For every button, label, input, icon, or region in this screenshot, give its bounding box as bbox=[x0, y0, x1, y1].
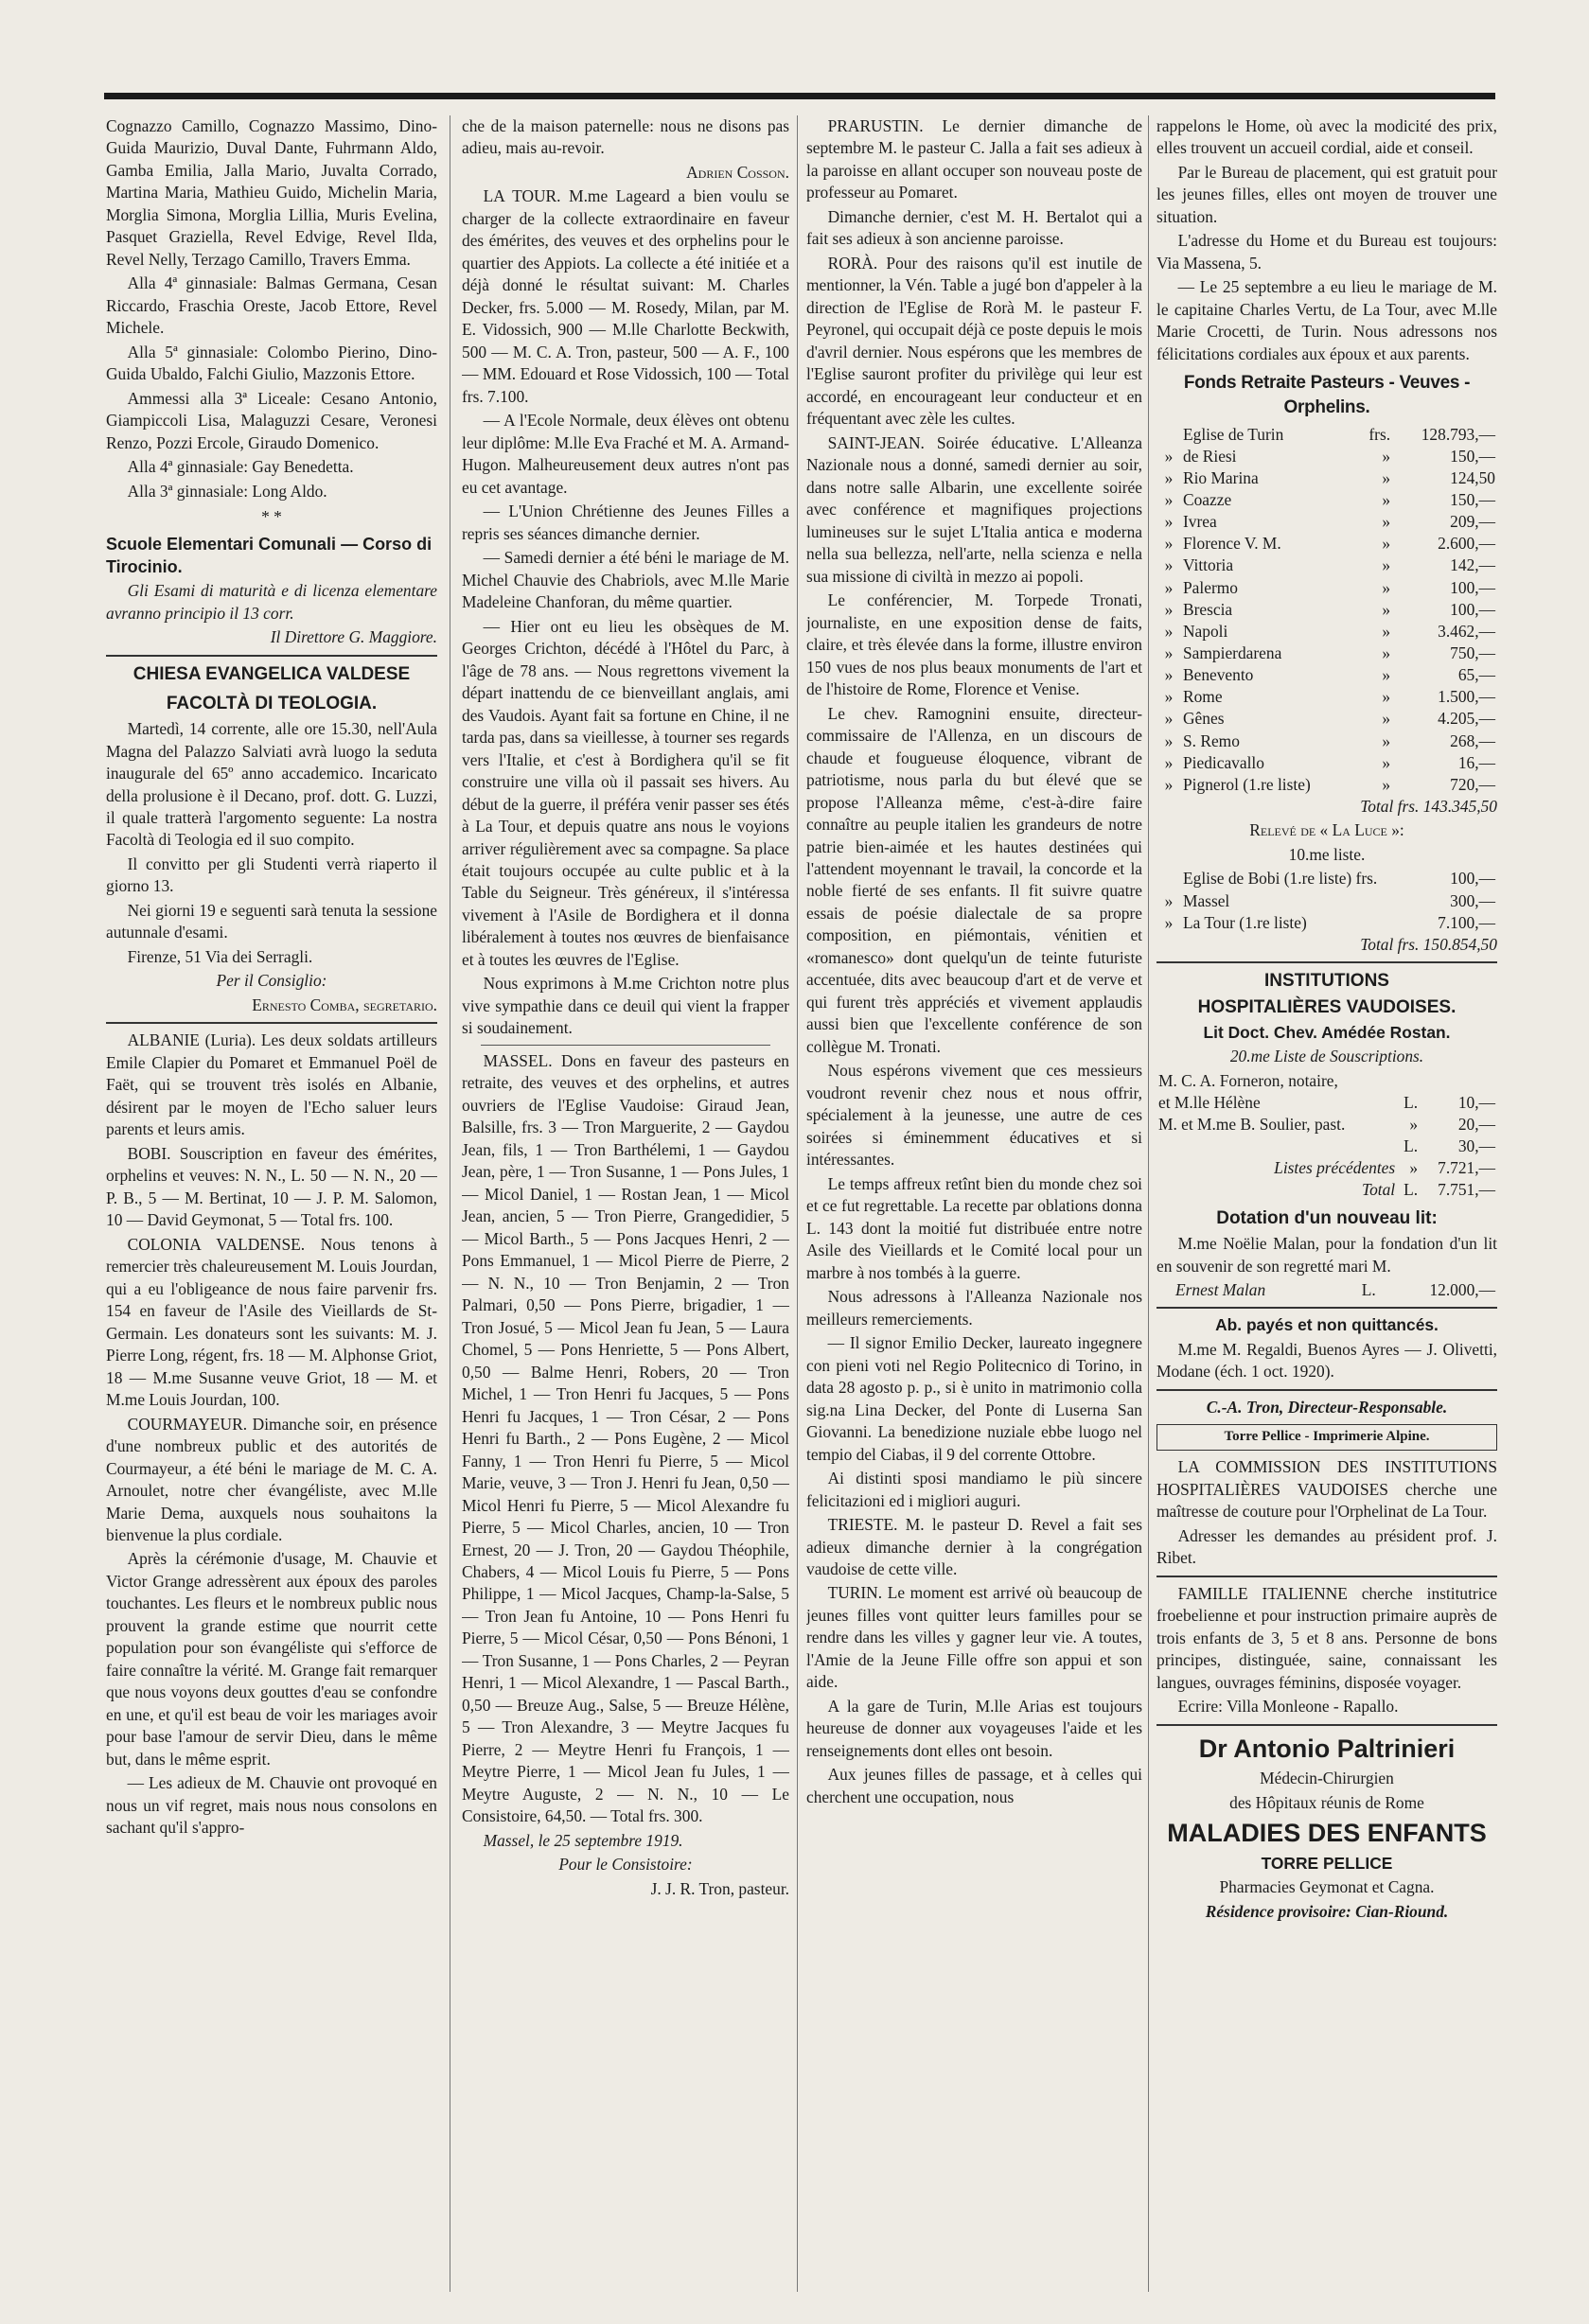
fonds-total: Total frs. 143.345,50 bbox=[1360, 797, 1497, 816]
table-row bbox=[1156, 1157, 1497, 1179]
church-name: Pignerol (1.re liste) bbox=[1183, 774, 1311, 794]
amount: 10,— bbox=[1457, 1092, 1495, 1112]
ditto-mark: » bbox=[1164, 467, 1174, 487]
mariage-paragraph: — Samedi dernier a été béni le mariage de M. Michel Chauvie des Chabriols, avec M.lle Marie Madeleine Chanforan, du même quartier. bbox=[462, 548, 789, 612]
divider bbox=[106, 655, 437, 657]
donor-name: Total bbox=[1362, 1180, 1396, 1200]
table-row bbox=[1156, 912, 1497, 934]
divider bbox=[1156, 1307, 1497, 1309]
currency-unit: L. bbox=[1404, 1092, 1419, 1112]
church-name: Coazze bbox=[1183, 490, 1232, 510]
student-list: Alla 5ª ginnasiale: Colombo Pierino, Dino-Guida Ubaldo, Falchi Giulio, Mazzonis Ettore. bbox=[106, 342, 437, 384]
table-row bbox=[1156, 1279, 1497, 1301]
scuole-text: Gli Esami di maturità e di licenza elementare avranno principio il 13 corr. bbox=[106, 581, 437, 623]
table-row bbox=[1156, 731, 1497, 752]
donor-name: M. C. A. Forneron, notaire, bbox=[1158, 1070, 1338, 1090]
table-row bbox=[1156, 599, 1497, 621]
table-row bbox=[1156, 1179, 1497, 1201]
albanie-paragraph: ALBANIE (Luria). Les deux soldats artilleurs Emile Clapier du Pomaret et Emmanuel Poël de Faët, qui se trouvent très isolés en Albanie, désirent par le moyen de l'Echo saluer leurs parents et leurs amis. bbox=[106, 1030, 437, 1139]
currency-unit: » bbox=[1382, 621, 1391, 641]
table-row bbox=[1156, 533, 1497, 555]
amount: 3.462,— bbox=[1438, 621, 1495, 641]
massel-paragraph: MASSEL. Dons en faveur des pasteurs en retraite, des veuves et des orphelins, et autres ouvriers de l'Eglise Vaudoise: Giraud Jean, Balsille, frs. 3 — Tron Marguerite, 2 — Gaydou Jean, fils, 1 — Tron Barthélemi, 1 — Gaydou Jean, père, 1 — Tron Susanne, 1 — Pons Jules, 1 — Micol Daniel, 1 — Rostan Jean, 1 — Micol Jean, ancien, 5 — Tron Pierre, Grangedidier, 5 — Micol Barth., 5 — Pons Jacques Henri, 2 — Pons Emmanuel, 1 — Micol Pierre de Pierre, 2 — N. N., 10 — Tron Benjamin, 2 — Tron Palmari, 0,50 — Pons Pierre, brigadier, 1 — Tron Josué, 5 — Micol Jean fu Jean, 5 — Laura Chomel, 5 — Pons Henriette, 5 — Pons Albert, 0,50 — Balme Henri, Robers, 20 — Tron Michel, 1 — Tron Henri fu Jacques, 5 — Pons Henri fu Jacques, 1 — Tron César, 2 — Pons Henri fu Barth., 2 — Pons Eugène, 2 — Micol Fanny, 1 — Tron Henri fu Pierre, 5 — Micol Marie, veuve, 3 — Tron J. Henri fu Jean, 0,50 — Micol Henri fu Pierre, 5 — Micol Alexandre fu Pierre, 5 — Micol Charles, ancien, 10 — Tron Ernest, 20 — J. Tron, 20 — Gaydou Théophile, Chabers, 4 — Micol Louis fu Pierre, 5 — Pons Philippe, 1 — Micol Jacques, Champ-la-Salse, 5 — Tron Jean fu Antoine, 10 — Pons Henri fu Pierre, 5 — Micol César, 0,50 — Pons Bénoni, 1 — Tron Susanne, 1 — Pons Charles, 2 — Peyran Henri, 1 — Micol Alexandre, 1 — Pascal Barth., 0,50 — Breuze Aug., Salse, 5 — Breuze Hélène, 5 — Tron Alexandre, 3 — Meytre Jacques fu Pierre, 2 — Meytre Henri fu François, 1 — Meytre Pierre, 1 — Micol Jean fu Jules, 1 — Meytre Auguste, 2 — N. N., 10 — Le Consistoire, 64,50. — Total frs. 300. bbox=[462, 1050, 789, 1826]
amount: 300,— bbox=[1450, 890, 1495, 910]
dotation-table bbox=[1156, 1279, 1497, 1301]
chiesa-paragraph: Il convitto per gli Studenti verrà riaperto il giorno 13. bbox=[106, 854, 437, 896]
home-paragraph: Par le Bureau de placement, qui est gratuit pour les jeunes filles, elles ont moyen de trouver une situation. bbox=[1156, 162, 1497, 226]
stjean-paragraph: Le conférencier, M. Torpede Tronati, journaliste, en une exposition dense de faits, claire, et très élevée dans la forme, illustre environ 150 vues de nos plus beaux monuments de l'art et de l'histoire de Rome, Florence et Venise. bbox=[806, 590, 1142, 699]
column-2 bbox=[462, 115, 789, 2301]
amount bbox=[1420, 1070, 1497, 1092]
church-name: Rome bbox=[1183, 687, 1223, 707]
amount: 1.500,— bbox=[1438, 687, 1495, 707]
institutions-heading: HOSPITALIÈRES VAUDOISES. bbox=[1197, 997, 1457, 1017]
divider bbox=[1156, 1576, 1497, 1577]
church-name: Brescia bbox=[1183, 599, 1233, 619]
amount: 16,— bbox=[1457, 752, 1495, 772]
table-row bbox=[1156, 664, 1497, 686]
commission-ad: Adresser les demandes au président prof. J. Ribet. bbox=[1156, 1525, 1497, 1568]
currency-unit: L. bbox=[1404, 1180, 1419, 1200]
church-name: Eglise de Turin bbox=[1183, 424, 1284, 444]
facolta-heading: FACOLTÀ DI TEOLOGIA. bbox=[166, 694, 378, 714]
amount: 209,— bbox=[1450, 512, 1495, 532]
dotation-name: Ernest Malan bbox=[1175, 1280, 1266, 1300]
amount: 7.751,— bbox=[1438, 1180, 1495, 1200]
institutions-list-title: 20.me Liste de Souscriptions. bbox=[1229, 1047, 1424, 1066]
home-paragraph: L'adresse du Home et du Bureau est toujours: Via Massena, 5. bbox=[1156, 231, 1497, 273]
ditto-mark: » bbox=[1164, 890, 1174, 910]
ditto-mark: » bbox=[1164, 912, 1174, 932]
currency-unit: » bbox=[1409, 1158, 1419, 1178]
table-row bbox=[1156, 467, 1497, 489]
turin-paragraph: A la gare de Turin, M.lle Arias est toujours heureuse de donner aux voyageuses l'aide et les renseignements dont elles ont besoin. bbox=[806, 1696, 1142, 1760]
church-name: S. Remo bbox=[1183, 731, 1240, 750]
ditto-mark: » bbox=[1164, 709, 1174, 729]
famille-ad: Ecrire: Villa Monleone - Rapallo. bbox=[1177, 1697, 1399, 1717]
chiesa-signature: Ernesto Comba, segretario. bbox=[252, 995, 437, 1014]
decker-paragraph: Ai distinti sposi mandiamo le più sincere felicitazioni ed i migliori auguri. bbox=[806, 1469, 1142, 1510]
amount: 7.721,— bbox=[1438, 1158, 1495, 1178]
column-separator bbox=[1148, 115, 1149, 2292]
prarustin-paragraph: PRARUSTIN. Le dernier dimanche de septembre M. le pasteur C. Jalla a fait ses adieux à la paroisse en allant occuper son nouveau poste de professeur au Pomaret. bbox=[806, 116, 1142, 202]
doctor-specialty: MALADIES DES ENFANTS bbox=[1167, 1819, 1487, 1848]
institutions-subheading: Lit Doct. Chev. Amédée Rostan. bbox=[1203, 1022, 1451, 1042]
institutions-heading: INSTITUTIONS bbox=[1264, 971, 1389, 992]
releve-heading: Relevé de « La Luce »: bbox=[1249, 820, 1404, 840]
amount: 30,— bbox=[1457, 1136, 1495, 1156]
doctor-residence: Résidence provisoire: Cian-Riound. bbox=[1205, 1901, 1449, 1921]
ditto-mark: » bbox=[1164, 446, 1174, 466]
famille-ad: FAMILLE ITALIENNE cherche institutrice froebelienne et pour instruction primaire auprès de trois enfants de 3, 5 et 8 ans. Personne de bons principes, distinguée, saine, connaissant les langues, ouvrages féminins, disposée voyager. bbox=[1156, 1583, 1497, 1692]
dotation-amount: 12.000,— bbox=[1429, 1280, 1495, 1300]
table-row bbox=[1156, 446, 1497, 467]
top-rule bbox=[104, 93, 1495, 99]
doctor-hospital: des Hôpitaux réunis de Rome bbox=[1229, 1792, 1424, 1812]
church-name: Rio Marina bbox=[1183, 467, 1259, 487]
amount: 100,— bbox=[1450, 869, 1495, 889]
scuole-heading: Scuole Elementari Comunali — Corso di Tirocinio. bbox=[106, 534, 433, 577]
student-list: Alla 3ª ginnasiale: Long Aldo. bbox=[127, 481, 327, 501]
cosson-signature: Adrien Cosson. bbox=[686, 162, 789, 182]
ab-text: M.me M. Regaldi, Buenos Ayres — J. Olivetti, Modane (éch. 1 oct. 1920). bbox=[1156, 1339, 1497, 1382]
divider bbox=[1156, 1724, 1497, 1726]
doctor-place: TORRE PELLICE bbox=[1261, 1853, 1393, 1873]
dotation-unit: L. bbox=[1361, 1280, 1376, 1300]
ditto-mark bbox=[1156, 868, 1181, 889]
amount: 268,— bbox=[1450, 731, 1495, 750]
director-line: C.-A. Tron, Directeur-Responsable. bbox=[1206, 1397, 1448, 1417]
ditto-mark: » bbox=[1164, 665, 1174, 685]
ecole-paragraph: — A l'Ecole Normale, deux élèves ont obtenu leur diplôme: M.lle Eva Fraché et M. A. Armand-Hugon. Malheureusement deux autres n'ont pas eu cet avantage. bbox=[462, 411, 789, 497]
table-row bbox=[1156, 686, 1497, 708]
amount: 150,— bbox=[1450, 490, 1495, 510]
currency-unit: » bbox=[1382, 534, 1391, 554]
dotation-text: M.me Noëlie Malan, pour la fondation d'un lit en souvenir de son regretté mari M. bbox=[1156, 1234, 1497, 1276]
section-stars: * * bbox=[261, 507, 282, 527]
table-row bbox=[1156, 708, 1497, 730]
bobi-paragraph: BOBI. Souscription en faveur des émérites, orphelins et veuves: N. N., L. 50 — N. N., 20 — P. B., 5 — M. Bertinat, 10 — J. P. M. Salomon, 10 — David Geymonat, 5 — Total frs. 100. bbox=[106, 1143, 437, 1230]
column-3 bbox=[806, 115, 1142, 2301]
crichton-paragraph: Nous exprimons à M.me Crichton notre plus vive sympathie dans ce deuil qui vient la frapper si soudainement. bbox=[462, 974, 789, 1038]
trieste-paragraph: TRIESTE. M. le pasteur D. Revel a fait ses adieux dimanche dernier à la congrégation vaudoise de cette ville. bbox=[806, 1515, 1142, 1578]
church-name: Vittoria bbox=[1183, 555, 1234, 575]
church-name: Ivrea bbox=[1183, 512, 1217, 532]
amount: 720,— bbox=[1450, 774, 1495, 794]
amount: 128.793,— bbox=[1421, 424, 1495, 444]
church-name: Palermo bbox=[1183, 577, 1238, 597]
church-name: Eglise de Bobi (1.re liste) frs. bbox=[1183, 869, 1378, 889]
massel-per: Pour le Consistoire: bbox=[558, 1855, 693, 1875]
table-row bbox=[1156, 1114, 1497, 1136]
stjean-paragraph: Nous adressons à l'Alleanza Nazionale nos meilleurs remerciements. bbox=[806, 1287, 1142, 1329]
ditto-mark: » bbox=[1164, 534, 1174, 554]
amount: 7.100,— bbox=[1438, 912, 1495, 932]
scuole-signature: Il Direttore G. Maggiore. bbox=[270, 627, 437, 647]
table-row bbox=[1156, 577, 1497, 599]
table-row bbox=[1156, 868, 1497, 889]
ditto-mark: » bbox=[1164, 752, 1174, 772]
ditto-mark: » bbox=[1164, 490, 1174, 510]
currency-unit: » bbox=[1382, 577, 1391, 597]
courmayeur-paragraph: COURMAYEUR. Dimanche soir, en présence d'une nombreux public et des autorités de Courmayeur, a été béni le mariage de M. C. A. Arnoulet, notre cher évangéliste, avec M.lle Marie Dema, auxquels nous souhaitons la bienvenue la plus cordiale. bbox=[106, 1414, 437, 1544]
church-name: Gênes bbox=[1183, 709, 1225, 729]
currency-unit: » bbox=[1382, 490, 1391, 510]
student-list: Ammessi alla 3ª Liceale: Cesano Antonio, Giampiccoli Lisa, Malaguzzi Cesare, Veronesi Renzo, Pozzi Ercole, Giraudo Domenico. bbox=[106, 388, 437, 452]
amount: 142,— bbox=[1450, 555, 1495, 575]
stjean-paragraph: Le chev. Ramognini ensuite, directeur-commissaire de l'Allenza, en un discours de chaude et fougueuse éloquence, vibrant de patriotisme, nous parla du but élevé que se propose l'Alleanza même, c'est-à-dire faire connaître au peuple italien les grandeurs de notre patrie bien-aimée et les hautes destinées qui l'attendent moyennant le travail, la concorde et la noble fierté de ses enfants. Il fit suivre quatre essais de poésie dialectale de sa propre composition, en piémontais, vénitien et «romanesco» dont quelqu'un de teinte futuriste accentuée, dits avec beaucoup d'art et de verve et qui furent très appréciés et vivement applaudis aussi bien que l'excellente conférence de son collègue M. Tronati. bbox=[806, 703, 1142, 1056]
church-name: Piedicavallo bbox=[1183, 752, 1264, 772]
currency-unit: » bbox=[1382, 731, 1391, 750]
amount: 2.600,— bbox=[1438, 534, 1495, 554]
fonds-table bbox=[1156, 424, 1497, 796]
ditto-mark: » bbox=[1164, 555, 1174, 575]
amount: 100,— bbox=[1450, 577, 1495, 597]
currency-unit: » bbox=[1382, 709, 1391, 729]
crichton-paragraph: — Hier ont eu lieu les obsèques de M. Georges Crichton, décédé à l'Hôtel du Parc, à l'âge de 78 ans. — Nous regrettons vivement la départ inattendu de ce bienveillant anglais, ami des Vaudois. Ayant fait sa fortune en Chine, il ne tarda pas, dans sa vieillesse, à tourner ses regards vers l'Italie, et c'est à Bordighera qu'il se fit construire une villa où il passait ses hivers. Au début de la guerre, il préféra venir passer ses étés à La Tour, et depuis quatre ans nous le voyions arriver régulièrement avec sa compagne. Sa place était toujours occupée au culte public et à la Table du Seigneur. Très généreux, il s'intéressa vivement à l'Asile de Bordighera et il donna libéralement à toutes nos œuvres de bienfaisance et à toutes les œuvres de l'Eglise. bbox=[462, 616, 789, 969]
releve-subheading: 10.me liste. bbox=[1288, 844, 1366, 864]
table-row bbox=[1156, 1070, 1497, 1092]
divider bbox=[481, 1045, 770, 1046]
student-list: Alla 4ª ginnasiale: Balmas Germana, Cesan Riccardo, Fraschia Oreste, Jacob Ettore, Revel Michele. bbox=[106, 273, 437, 338]
ditto-mark: » bbox=[1164, 643, 1174, 663]
ab-heading: Ab. payés et non quittancés. bbox=[1215, 1315, 1439, 1335]
printer-box bbox=[1156, 1424, 1497, 1451]
donor-name: et M.lle Hélène bbox=[1158, 1092, 1261, 1112]
amount: 100,— bbox=[1450, 599, 1495, 619]
massel-date: Massel, le 25 septembre 1919. bbox=[483, 1830, 683, 1850]
rora-paragraph: RORÀ. Pour des raisons qu'il est inutile de mentionner, la Vén. Table a jugé bon d'appeler à la direction de l'Eglise de Rorà M. le pasteur F. Peyronel, qui occupait déjà ce poste depuis le mois d'avril dernier. Nous espérons que les membres de l'Eglise sauront profiter du privilège qui leur est accordé, en encourageant leur conducteur et en fréquentant avec zèle les cultes. bbox=[806, 253, 1142, 429]
student-list: Alla 4ª ginnasiale: Gay Benedetta. bbox=[127, 457, 354, 477]
table-row bbox=[1156, 752, 1497, 774]
turin-paragraph: TURIN. Le moment est arrivé où beaucoup de jeunes filles vont quitter leurs familles pour se rendre dans les villes y gagner leur vie. A toutes, l'Amie de la Jeune Fille offre son appui et son aide. bbox=[806, 1583, 1142, 1692]
table-row bbox=[1156, 555, 1497, 576]
amount: 4.205,— bbox=[1438, 709, 1495, 729]
ditto-mark: » bbox=[1164, 577, 1174, 597]
courmayeur-paragraph: — Les adieux de M. Chauvie ont provoqué en nous un vif regret, mais nous nous consolons en sachant qu'il s'appro- bbox=[106, 1773, 437, 1838]
colonia-paragraph: COLONIA VALDENSE. Nous tenons à remercier très chaleureusement M. Louis Jourdan, qui a eu l'obligeance de nous faire parvenir frs. 154 en faveur de l'Asile des Vieillards de St-Germain. Les donateurs sont les suivants: M. J. Pierre Long, régent, frs. 18 — M. Alphonse Griot, 18 — M.me Susanne veuve Griot, 18 — M. et M.me Louis Jourdan, 100. bbox=[106, 1234, 437, 1410]
column-4 bbox=[1156, 115, 1497, 2301]
currency-unit: » bbox=[1382, 752, 1391, 772]
donor-name: M. et M.me B. Soulier, past. bbox=[1158, 1114, 1346, 1134]
amount: 750,— bbox=[1450, 643, 1495, 663]
currency-unit: » bbox=[1382, 687, 1391, 707]
dotation-heading: Dotation d'un nouveau lit: bbox=[1216, 1208, 1438, 1229]
ditto-mark: » bbox=[1164, 599, 1174, 619]
amount: 65,— bbox=[1457, 665, 1495, 685]
church-name: Napoli bbox=[1183, 621, 1228, 641]
donor-name: Listes précédentes bbox=[1274, 1158, 1396, 1178]
divider bbox=[1156, 961, 1497, 963]
church-name: Massel bbox=[1183, 890, 1230, 910]
ditto-mark: » bbox=[1164, 687, 1174, 707]
institutions-table bbox=[1156, 1070, 1497, 1202]
releve-table bbox=[1156, 868, 1497, 933]
ditto-mark: » bbox=[1164, 731, 1174, 750]
church-name: de Riesi bbox=[1183, 446, 1237, 466]
chiesa-heading: CHIESA EVANGELICA VALDESE bbox=[132, 663, 411, 684]
doctor-title: Médecin-Chirurgien bbox=[1260, 1769, 1394, 1788]
amount: 20,— bbox=[1457, 1114, 1495, 1134]
table-row bbox=[1156, 511, 1497, 533]
column-1 bbox=[106, 115, 437, 2301]
turin-paragraph: Aux jeunes filles de passage, et à celles qui cherchent une occupation, nous bbox=[806, 1765, 1142, 1806]
church-name: Benevento bbox=[1183, 665, 1254, 685]
currency-unit: » bbox=[1382, 643, 1391, 663]
currency-unit: » bbox=[1382, 665, 1391, 685]
donor-name bbox=[1156, 1136, 1397, 1157]
chiesa-paragraph: Nei giorni 19 e seguenti sarà tenuta la sessione autunnale d'esami. bbox=[106, 900, 437, 942]
currency-unit: frs. bbox=[1368, 424, 1391, 444]
table-row bbox=[1156, 489, 1497, 511]
printer-line: Torre Pellice - Imprimerie Alpine. bbox=[1224, 1429, 1430, 1445]
currency-unit: » bbox=[1382, 512, 1391, 532]
ditto-mark bbox=[1156, 424, 1181, 446]
ditto-mark: » bbox=[1164, 621, 1174, 641]
column-separator bbox=[797, 115, 798, 2292]
table-row bbox=[1156, 1136, 1497, 1157]
releve-total: Total frs. 150.854,50 bbox=[1360, 934, 1497, 954]
amount: 150,— bbox=[1450, 446, 1495, 466]
cosson-paragraph: che de la maison paternelle: nous ne disons pas adieu, mais au-revoir. bbox=[462, 116, 789, 158]
table-row bbox=[1156, 890, 1497, 912]
currency-unit: » bbox=[1409, 1114, 1419, 1134]
table-row bbox=[1156, 424, 1497, 446]
divider bbox=[106, 1022, 437, 1024]
church-name: Sampierdarena bbox=[1183, 643, 1282, 663]
church-name: La Tour (1.re liste) bbox=[1183, 912, 1307, 932]
stjean-paragraph: SAINT-JEAN. Soirée éducative. L'Alleanza Nazionale nous a donné, samedi dernier au soir, dans notre salle Albarin, une excellente soirée avec conférence et magnifiques projections lumineuses sur le sujet L'Italia antica e moderna nella sua bellezza, nell'arte, nella scienza e nella sua missione di civiltà in mezzo ai popoli. bbox=[806, 432, 1142, 586]
amount: 124,50 bbox=[1450, 467, 1495, 487]
table-row bbox=[1156, 621, 1497, 643]
decker-paragraph: — Il signor Emilio Decker, laureato ingegnere con pieni voti nel Regio Politecnico di Torino, in data 28 agosto p. p., si è unito in matrimonio colla sig.na Lina Decker, del Ponte di Luserna San Giovanni. La benedizione nuziale ebbe luogo nel tempio del Ciabas, il 9 del corrente Ottobre. bbox=[806, 1333, 1142, 1464]
table-row bbox=[1156, 1092, 1497, 1114]
currency-unit: » bbox=[1382, 467, 1391, 487]
divider bbox=[1156, 1389, 1497, 1391]
chiesa-paragraph: Martedì, 14 corrente, alle ore 15.30, nell'Aula Magna del Palazzo Salviati avrà luogo la seduta inaugurale del 65º anno accademico. Incaricato della prolusione è il Decano, prof. dott. G. Luzzi, il quale tratterà l'argomento seguente: La nostra Facoltà di Teologia ed il suo compito. bbox=[106, 719, 437, 850]
currency-unit: L. bbox=[1404, 1136, 1419, 1156]
latour-paragraph: LA TOUR. M.me Lageard a bien voulu se charger de la collecte extraordinaire en faveur des émérites, des veuves et des orphelins pour le quartier des Appiots. La collecte a été initiée et a déjà donné le résultat suivant: M. Charles Decker, frs. 5.000 — M. Rosedy, Milan, par M. E. Vidossich, 900 — M.lle Charlotte Beckwith, 500 — M. C. A. Tron, pasteur, 500 — A. F., 100 — MM. Edouard et Rose Vidossich, 100 — Total frs. 7.100. bbox=[462, 186, 789, 406]
church-name: Florence V. M. bbox=[1183, 534, 1281, 554]
chiesa-place: Firenze, 51 Via dei Serragli. bbox=[127, 946, 313, 966]
doctor-name: Dr Antonio Paltrinieri bbox=[1198, 1734, 1456, 1763]
fonds-heading: Fonds Retraite Pasteurs - Veuves - Orphelins. bbox=[1183, 373, 1471, 417]
ditto-mark: » bbox=[1164, 512, 1174, 532]
currency-unit bbox=[1397, 1070, 1420, 1092]
currency-unit: » bbox=[1382, 555, 1391, 575]
currency-unit: » bbox=[1382, 599, 1391, 619]
commission-ad: LA COMMISSION DES INSTITUTIONS HOSPITALIÈRES VAUDOISES cherche une maîtresse de couture pour l'Orphelinat de La Tour. bbox=[1156, 1457, 1497, 1522]
ditto-mark: » bbox=[1164, 774, 1174, 794]
currency-unit: » bbox=[1382, 446, 1391, 466]
vertu-paragraph: — Le 25 septembre a eu lieu le mariage de M. le capitaine Charles Vertu, de La Tour, avec M.lle Marie Crocetti, de Turin. Nous adressons nos félicitations cordiales aux époux et aux parents. bbox=[1156, 277, 1497, 363]
table-row bbox=[1156, 774, 1497, 796]
home-paragraph: rappelons le Home, où avec la modicité des prix, elles trouvent un accueil cordial, aide et conseil. bbox=[1156, 116, 1497, 158]
prarustin-paragraph: Dimanche dernier, c'est M. H. Bertalot qui a fait ses adieux à son ancienne paroisse. bbox=[806, 206, 1142, 249]
student-list: Cognazzo Camillo, Cognazzo Massimo, Dino-Guida Maurizio, Duval Dante, Fuhrmann Aldo, Gamba Emilia, Jalla Mario, Juvalta Corrado, Martina Maria, Mathieu Guido, Michelin Maria, Morglia Simona, Morglia Lillia, Muris Evelina, Pasquet Graziella, Revel Edvige, Revel Ilda, Revel Nelly, Terzago Camillo, Travers Emma. bbox=[106, 116, 437, 269]
chiesa-per: Per il Consiglio: bbox=[216, 971, 327, 991]
stjean-paragraph: Le temps affreux retînt bien du monde chez soi et ce fut regrettable. La recette par oblations donna L. 143 dont la moitié fut distribuée entre notre Asile des Vieillards et le Comité local pour un marbre à nos tombés à la guerre. bbox=[806, 1173, 1142, 1282]
stjean-paragraph: Nous espérons vivement que ces messieurs voudront revenir chez nous et nous offrir, spécialement à la jeunesse, une autre de ces soirées si éminemment éducatives et si intéressantes. bbox=[806, 1061, 1142, 1170]
union-paragraph: — L'Union Chrétienne des Jeunes Filles a repris ses séances dimanche dernier. bbox=[462, 502, 789, 543]
doctor-pharmacy: Pharmacies Geymonat et Cagna. bbox=[1219, 1877, 1435, 1897]
massel-signature: J. J. R. Tron, pasteur. bbox=[650, 1878, 789, 1898]
table-row bbox=[1156, 643, 1497, 664]
courmayeur-paragraph: Après la cérémonie d'usage, M. Chauvie et Victor Grange adressèrent aux époux des paroles touchantes. Les fleurs et le nombreux public nous prouvent la grande estime que nourrit cette population pour son évangéliste qui s'efforce de faire connaître la vérité. M. Grange fait remarquer que nous voyons deux gouttes d'eau se confondre en une, et qu'il est beau de voir les mariages avoir pour base l'amour de servir Dieu, dans le même but, dans le même esprit. bbox=[106, 1549, 437, 1769]
currency-unit: » bbox=[1382, 774, 1391, 794]
